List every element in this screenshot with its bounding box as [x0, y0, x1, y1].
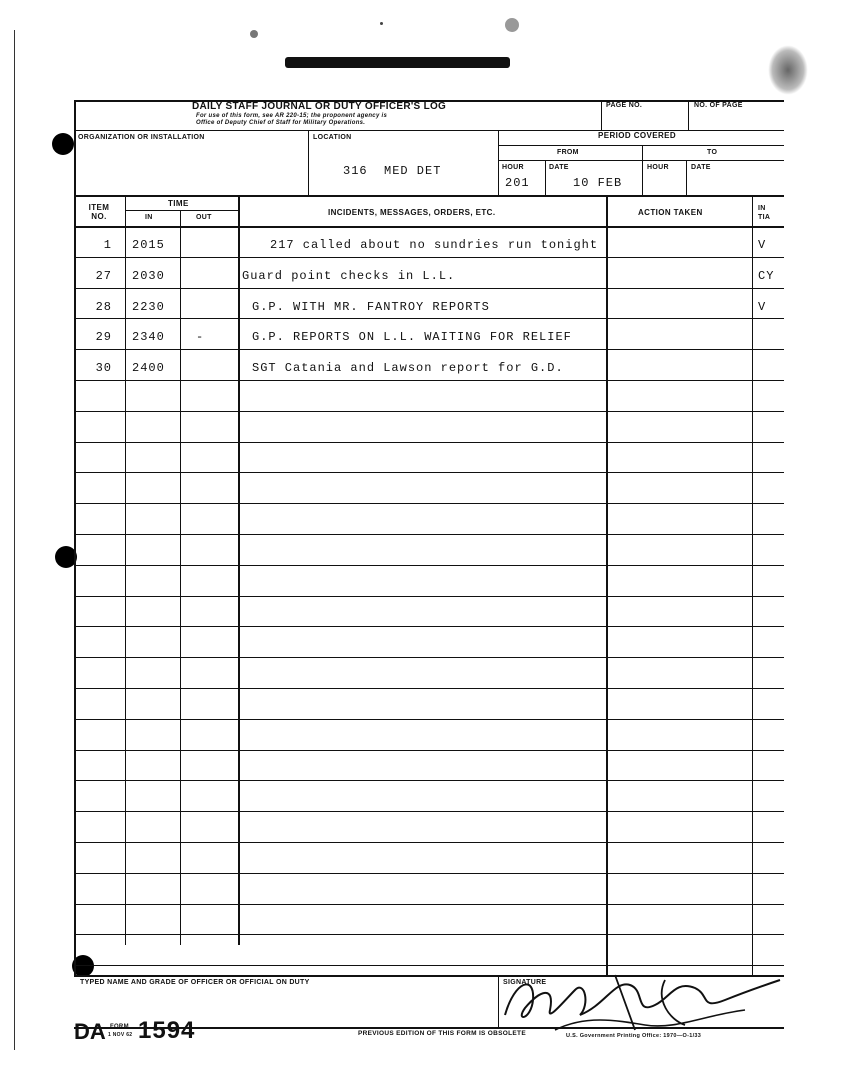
entry-initials — [758, 322, 784, 352]
grid-row-line — [74, 411, 784, 412]
entry-time-out — [196, 292, 216, 322]
grid-row-line — [74, 657, 784, 658]
time-in-header: IN — [145, 214, 153, 221]
incidents-header: INCIDENTS, MESSAGES, ORDERS, ETC. — [328, 208, 496, 217]
entry-time-out: - — [196, 330, 205, 344]
no-of-pages-label: NO. OF PAGE — [694, 102, 743, 109]
time-header: TIME — [168, 199, 189, 208]
entry-time-out — [196, 353, 216, 383]
grid-row-line — [74, 780, 784, 781]
entry-time-out — [196, 230, 216, 260]
page-no-label: PAGE NO. — [606, 102, 643, 109]
grid-row-line — [74, 750, 784, 751]
left-page-edge — [14, 30, 15, 1050]
entry-item-no: 28 — [95, 300, 112, 314]
to-label: TO — [707, 149, 718, 156]
form-date: 1 NOV 62 — [108, 1032, 133, 1038]
grid-row-line — [74, 596, 784, 597]
grid-row-line — [74, 811, 784, 812]
entry-item-no: 29 — [95, 330, 112, 344]
grid-row-line — [74, 503, 784, 504]
grid-row-line — [74, 688, 784, 689]
location-value: 316 MED DET — [343, 164, 442, 178]
entry-initials — [758, 353, 784, 383]
grid-row-line — [74, 534, 784, 535]
scan-smudge — [768, 45, 808, 95]
entry-incident-text: SGT Catania and Lawson report for G.D. — [252, 361, 564, 375]
form-subtitle-2: Office of Deputy Chief of Staff for Military Operations. — [196, 120, 366, 126]
entry-initials: CY — [758, 269, 775, 283]
entry-time-in: 2230 — [132, 300, 165, 314]
entry-item-no: 30 — [95, 361, 112, 375]
signature-scrawl — [495, 960, 785, 1040]
form-word: FORM — [110, 1024, 129, 1030]
grid-row-line — [74, 842, 784, 843]
from-hour-label: HOUR — [502, 164, 524, 171]
entry-initials: V — [758, 238, 767, 252]
form-prefix: DA — [74, 1019, 106, 1044]
grid-row-line — [74, 442, 784, 443]
entry-time-in: 2030 — [132, 269, 165, 283]
form-title: DAILY STAFF JOURNAL OR DUTY OFFICER'S LOG — [192, 101, 447, 112]
entry-initials: V — [758, 300, 767, 314]
entry-incident-text: Guard point checks in L.L. — [242, 269, 456, 283]
grid-row-line — [74, 719, 784, 720]
initials-header: IN TIA — [758, 205, 771, 221]
organization-label: ORGANIZATION OR INSTALLATION — [78, 134, 205, 141]
redaction-bar — [285, 57, 510, 68]
entry-incident-text: G.P. WITH MR. FANTROY REPORTS — [252, 300, 490, 314]
grid-row-line — [74, 904, 784, 905]
item-no-header: ITEM NO. — [88, 203, 110, 221]
period-covered-label: PERIOD COVERED — [598, 131, 677, 140]
grid-row-line — [74, 626, 784, 627]
obsolete-note: PREVIOUS EDITION OF THIS FORM IS OBSOLETE — [358, 1030, 526, 1037]
grid-row-line — [74, 934, 784, 935]
signature-label: SIGNATURE — [503, 979, 547, 986]
form-number: 1594 — [138, 1017, 196, 1044]
from-date-label: DATE — [549, 164, 569, 171]
printing-office-note: U.S. Government Printing Office: 1970—O-1/33 — [566, 1033, 702, 1039]
grid-row-line — [74, 873, 784, 874]
to-hour-label: HOUR — [647, 164, 669, 171]
grid-row-line — [74, 565, 784, 566]
entry-incident-text: G.P. REPORTS ON L.L. WAITING FOR RELIEF — [252, 330, 572, 344]
to-date-label: DATE — [691, 164, 711, 171]
entry-item-no: 1 — [103, 238, 112, 252]
entry-time-in: 2400 — [132, 361, 165, 375]
time-out-header: OUT — [196, 214, 212, 221]
officer-on-duty-label: TYPED NAME AND GRADE OF OFFICER OR OFFICIAL ON DUTY — [80, 979, 310, 986]
entry-time-in: 2015 — [132, 238, 165, 252]
grid-row-line — [74, 472, 784, 473]
action-taken-header: ACTION TAKEN — [638, 208, 703, 217]
entry-time-out — [196, 261, 216, 291]
form-subtitle-1: For use of this form, see AR 220-15; the proponent agency is — [196, 113, 388, 119]
from-hour-value: 201 — [505, 176, 530, 190]
location-label: LOCATION — [313, 134, 352, 141]
entry-time-in: 2340 — [132, 330, 165, 344]
entry-incident-text: 217 called about no sundries run tonight — [270, 238, 599, 252]
from-label: FROM — [557, 149, 579, 156]
from-date-value: 10 FEB — [573, 176, 623, 190]
binder-hole-top — [52, 133, 74, 155]
entry-item-no: 27 — [95, 269, 112, 283]
